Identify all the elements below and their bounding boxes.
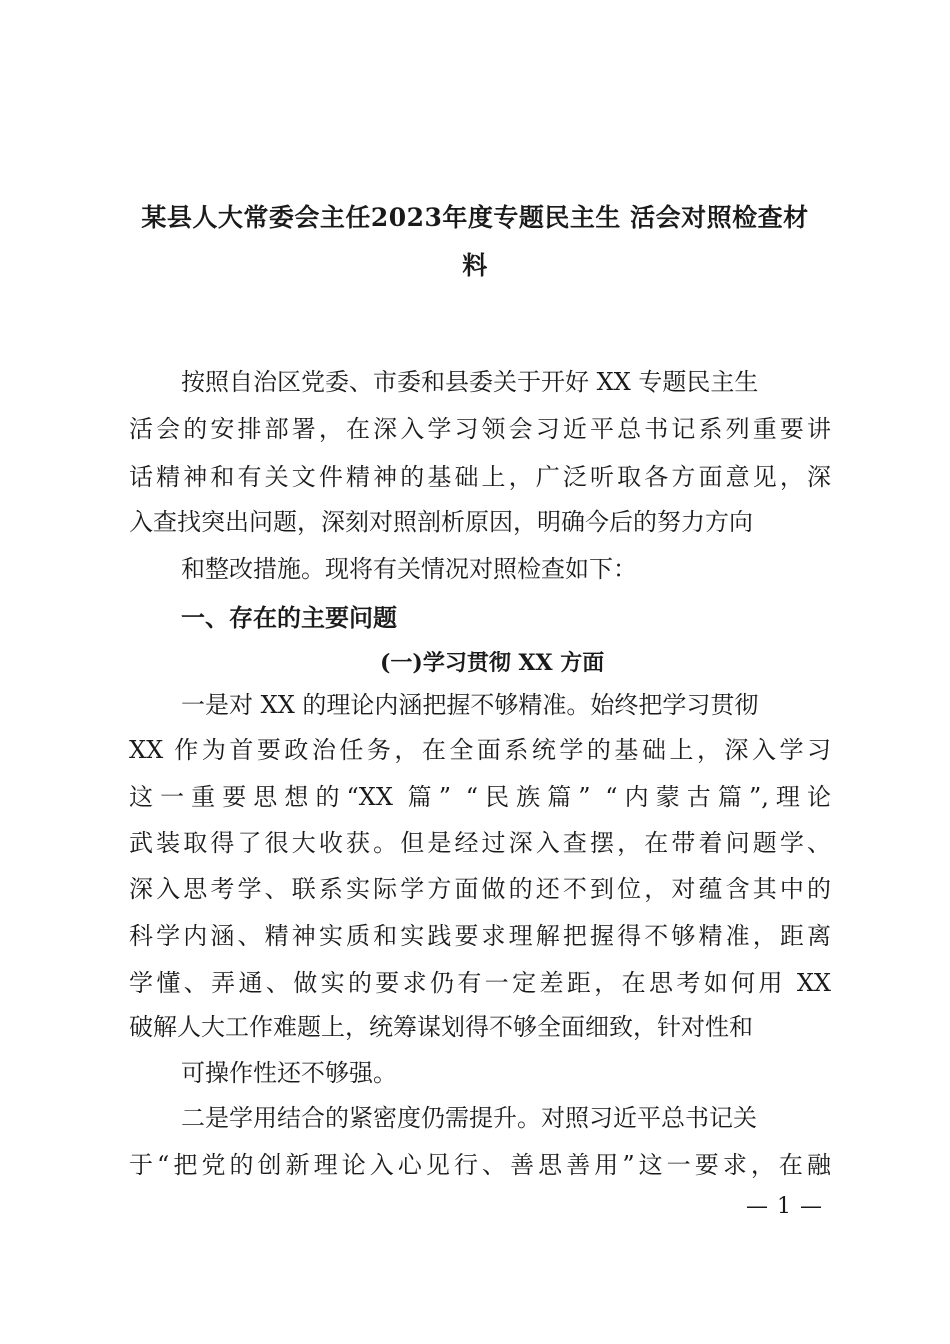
subsection-heading: (一)学习贯彻 XX 方面 (380, 650, 605, 676)
document-title-line-2: 料 (462, 251, 488, 280)
document-title-line-1: 某县人大常委会主任2023年度专题民主生 活会对照检查材 (141, 203, 809, 232)
paragraph-line: 武装取得了很大收获。但是经过深入查摆，在带着问题学、 (129, 829, 831, 857)
paragraph-line: XX 作为首要政治任务，在全面系统学的基础上，深入学习 (129, 736, 831, 764)
paragraph-line: 于“把党的创新理论入心见行、善思善用”这一要求，在融 (129, 1151, 831, 1179)
intro-line: 入查找突出问题，深刻对照剖析原因，明确今后的努力方向 (129, 508, 753, 536)
paragraph-line: 科学内涵、精神实质和实践要求理解把握得不够精准，距离 (129, 922, 831, 950)
intro-line: 话精神和有关文件精神的基础上，广泛听取各方面意见，深 (129, 463, 831, 491)
intro-line: 活会的安排部署，在深入学习领会习近平总书记系列重要讲 (129, 415, 831, 443)
paragraph-line: 学懂、弄通、做实的要求仍有一定差距，在思考如何用 XX (129, 969, 831, 997)
page-number: — 1 — (746, 1194, 823, 1219)
paragraph-line: 一是对 XX 的理论内涵把握不够精准。始终把学习贯彻 (181, 691, 759, 719)
paragraph-line: 可操作性还不够强。 (181, 1059, 397, 1087)
section-heading: 一、存在的主要问题 (181, 603, 397, 632)
paragraph-line: 深入思考学、联系实际学方面做的还不到位，对蕴含其中的 (129, 875, 831, 903)
intro-line: 按照自治区党委、市委和县委关于开好 XX 专题民主生 (181, 368, 759, 396)
paragraph-line: 这一重要思想的“XX 篇” “民族篇” “内蒙古篇”,理论 (129, 783, 831, 811)
paragraph-line: 破解人大工作难题上，统筹谋划得不够全面细致，针对性和 (129, 1013, 753, 1041)
paragraph-line: 二是学用结合的紧密度仍需提升。对照习近平总书记关 (181, 1104, 757, 1132)
intro-line: 和整改措施。现将有关情况对照检查如下： (181, 555, 637, 583)
